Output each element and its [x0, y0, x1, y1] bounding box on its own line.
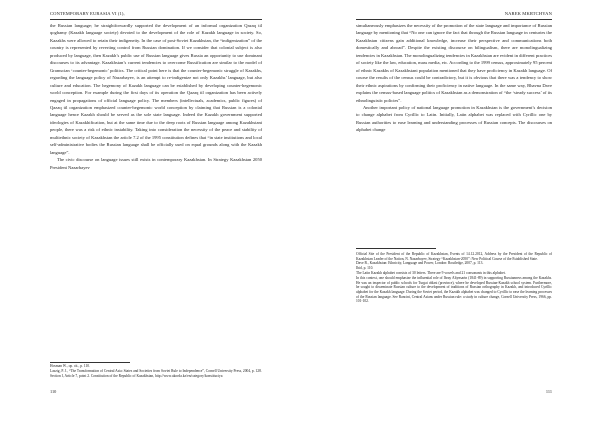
paragraph: simultaneously emphasizes the necessity of the promotion of the state language and importance of Russian language by mentioning that “No one can ignore the fact that through the Russian language in centuries the Kazakhstan citizens gain additional knowledge, increase their perspective and communications both domestically and abroad”. Despite the existing discourse on bilingualism, there are monolingualizing tendencies in Kazakhstan. The monolingualizing tendencies in Kazakhstan are evident in different practices of society like the law, education, mass media, etc. According to the 1999 census, approximately 95 percent of ethnic Kazakhs of Kazakhstani population mentioned that they have proficiency in Kazakh language. Of course the results of the census could be contradictory, but it is obvious that there was a tendency to show their ethnic aspirations by confirming their proficiency in native language. In the same way, Bhavna Dave explains the census-based language politics of Kazakhstan as a demonstration of “the ‘steady success’ of its ethnolinguistic policies”. — [356, 23, 552, 103]
paragraph: Another important policy of national language promotion in Kazakhstan is the government’s decision to change alphabet from Cyrillic to Latin. Initially, Latin alphabet was replaced with Cyrillic one by Russian authorities to ease learning and understanding processes of Russian concepts. The discourses on alphabet change — [356, 104, 552, 133]
footnote: Hosman W., op. cit., p. 110. — [50, 364, 90, 368]
paragraph: The civic discourse on language issues still exists in contemporary Kazakhstan. In Strategy Kazakhstan 2050 President Nazarbayev — [50, 157, 262, 170]
footnote-rule-left — [50, 362, 130, 363]
footnote: Laszig, P. J., “The Transformation of Central Asia: States and Societies from Soviet Rule to Independence”, Cornell University Press, 2004, p. 128. — [50, 368, 262, 373]
footnote: Dave B., Kazakhstan: Ethnicity, Language and Power, London: Routledge, 2007, p. 113. — [356, 261, 484, 266]
footnote: Official Site of the President of the Republic of Kazakhstan, Events of 14.12.2012, Address by the President of the Republic of Kazakhstan Leader of the Nation, N. Nazarbayev, Strategy “Kazakhstan-2050”: New Political Course of the Established State. — [356, 252, 552, 261]
paragraph: the Russian language; he straightforwardly supported the development of an informal organization Qazaq til qoghamy (Kazakh language society) devoted to the development of the role of Kazakh language in society. So, Kazakhs were allowed to retain their indigeneity. In the case of post-Soviet Kazakhstan, the “indigenization” of the country is represented by reverting control from Russian domination. If we consider that colonial subject is also produced by language, then Kazakh’s public use of Russian language gives Russia an opportunity to use dominant discourses to its advantage. Kazakhstan’s current tendencies to overcome Russification are similar to the model of Gramscian ‘counter-hegemonic’ politics. The critical point here is that the counter-hegemonic struggle of Kazakhs, regarding the language policy of Nazarbayev, is an attempt to re-indigenize not only Kazakhs’ language, but also culture and education. The hegemony of Kazakh language can be established by developing counter-hegemonic world conception. For example during the first days of its operation the Qazaq til organization has been actively engaged in propagations of official language policy. The members (intellectuals, academics, public figures) of Qazaq til organization emphasized counter-hegemonic world conception by claiming that Russian is a colonial language hence Kazakh should be served as the sole state language. Indeed the Kazakh government supported ideologies of Kazakhification, but at the same time due to the deep roots of Russian language among Kazakhstani people, there was a risk of ethnic instability. Taking into consideration the necessity of the peace and stability of multiethnic society of Kazakhstan the article 7.2 of the 1995 constitution defines that “in state institutions and local self-administrative bodies the Russian language shall be officially used on equal grounds along with the Kazakh language”. — [50, 23, 262, 155]
right-body-text — [356, 22, 552, 134]
footnote: The Latin Kazakh alphabet consists of 30 letters. There are 9 vowels and 21 consonants in this alphabet. — [356, 271, 506, 276]
footnote-rule-right — [356, 248, 436, 249]
running-head-left: CONTEMPORARY EURASIA VI (1), — [50, 11, 125, 16]
right-page — [300, 0, 600, 424]
page-number-left: 110 — [50, 389, 57, 394]
left-body-text — [50, 22, 262, 171]
header-rule-left — [50, 19, 262, 20]
page-number-right: 111 — [545, 389, 552, 394]
right-footnotes — [356, 252, 552, 304]
header-rule-right — [356, 19, 552, 20]
footnote: In this context, one should emphasize the influential role of Ibray Altynsarin (1841-89) in supporting Russianness among the Kazakhs. He was an inspector of public schools for Turgai oblast (province), where he developed Russian-Kazakh school system. Furthermore, he sought to disseminate Russian culture to the development of traditions of Russian orthography in Kazakh, and introduced Cyrillic alphabet for the Kazakh language. During the Soviet period, the Kazakh alphabet was changed to Cyrillic to ease the learning processes of the Russian language. See Rancini, Central Asians under Russian rule: a study in culture change, Cornell University Press, 1966, pp. 101-102. — [356, 276, 552, 304]
footnote: Ibid, p. 110. — [356, 266, 374, 271]
left-footnotes — [50, 364, 262, 379]
running-head-right: NAREK MKRTCHYAN — [504, 11, 552, 16]
footnote: Section I, Article 7, point 2. Constitution of the Republic of Kazakhstan, http://www.akorda.kz/en/category/konstituciya — [50, 373, 223, 378]
